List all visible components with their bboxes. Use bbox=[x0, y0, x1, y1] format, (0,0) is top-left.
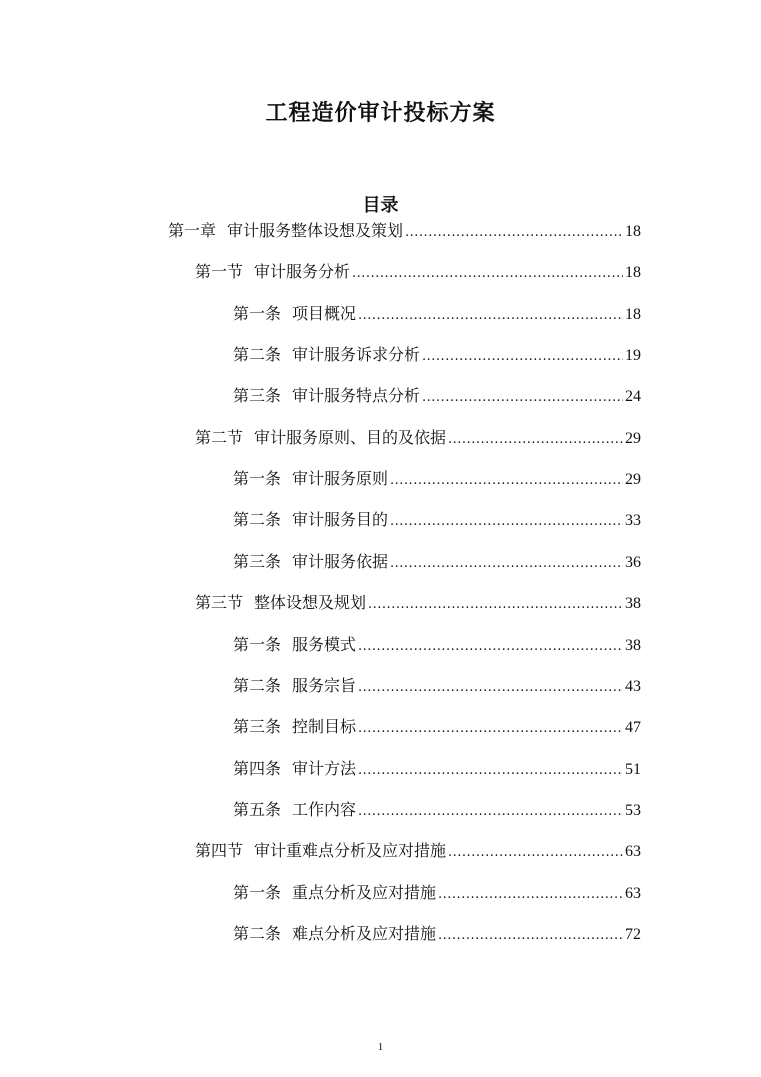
toc-entry-page: 51 bbox=[625, 761, 641, 778]
toc-entry-page: 38 bbox=[625, 637, 641, 654]
toc-leader-dots bbox=[448, 427, 623, 451]
toc-entry[interactable] bbox=[195, 427, 641, 449]
toc-entry[interactable] bbox=[233, 468, 641, 490]
toc-entry-label: 第四条 bbox=[233, 759, 282, 778]
toc-entry-title: 审计服务原则 bbox=[292, 469, 389, 488]
toc-leader-dots bbox=[448, 840, 623, 864]
toc-entry[interactable] bbox=[195, 840, 641, 862]
toc-entry-title: 难点分析及应对措施 bbox=[292, 924, 437, 943]
toc-leader-dots bbox=[405, 220, 623, 244]
toc-leader-dots bbox=[438, 882, 623, 906]
toc-entry[interactable] bbox=[195, 261, 641, 283]
toc-entry-label: 第一章 bbox=[168, 221, 217, 240]
toc-leader-dots bbox=[422, 344, 623, 368]
toc-entry-label: 第二条 bbox=[233, 510, 282, 529]
toc-entry-page: 63 bbox=[625, 885, 641, 902]
toc-entry[interactable] bbox=[168, 220, 641, 242]
toc-entry-page: 19 bbox=[625, 347, 641, 364]
toc-leader-dots bbox=[358, 303, 623, 327]
toc-entry-label: 第三条 bbox=[233, 717, 282, 736]
toc-leader-dots bbox=[368, 592, 623, 616]
toc-entry-page: 43 bbox=[625, 678, 641, 695]
toc-entry[interactable] bbox=[195, 592, 641, 614]
toc-leader-dots bbox=[438, 923, 623, 947]
toc-leader-dots bbox=[352, 261, 623, 285]
toc-leader-dots bbox=[358, 758, 623, 782]
document-title: 工程造价审计投标方案 bbox=[265, 101, 496, 126]
toc-entry-title: 审计重难点分析及应对措施 bbox=[254, 841, 447, 860]
toc-entry-label: 第三节 bbox=[195, 593, 244, 612]
toc-entry-label: 第一条 bbox=[233, 635, 282, 654]
toc-entry[interactable] bbox=[233, 303, 641, 325]
toc-entry[interactable] bbox=[233, 385, 641, 407]
toc-entry-label: 第四节 bbox=[195, 841, 244, 860]
toc-entry-title: 审计服务诉求分析 bbox=[292, 345, 421, 364]
toc-entry-page: 47 bbox=[625, 719, 641, 736]
toc-entry-label: 第二节 bbox=[195, 428, 244, 447]
toc-entry-page: 29 bbox=[625, 430, 641, 447]
toc-entry-title: 服务宗旨 bbox=[292, 676, 357, 695]
toc-entry-title: 审计服务分析 bbox=[254, 262, 351, 281]
toc-leader-dots bbox=[358, 634, 623, 658]
toc-entry-title: 审计服务目的 bbox=[292, 510, 389, 529]
toc-entry-page: 29 bbox=[625, 471, 641, 488]
toc-entry-page: 63 bbox=[625, 843, 641, 860]
toc-entry-title: 重点分析及应对措施 bbox=[292, 883, 437, 902]
toc-entry[interactable] bbox=[233, 716, 641, 738]
toc-entry[interactable] bbox=[233, 634, 641, 656]
toc-entry-label: 第三条 bbox=[233, 386, 282, 405]
toc-entry-label: 第一条 bbox=[233, 469, 282, 488]
toc-entry-title: 控制目标 bbox=[292, 717, 357, 736]
toc-entry-label: 第一条 bbox=[233, 883, 282, 902]
toc-entry-title: 审计服务依据 bbox=[292, 552, 389, 571]
toc-entry-page: 38 bbox=[625, 595, 641, 612]
toc-entry-label: 第一节 bbox=[195, 262, 244, 281]
toc-entry-label: 第二条 bbox=[233, 924, 282, 943]
toc-entry-title: 审计服务特点分析 bbox=[292, 386, 421, 405]
toc-leader-dots bbox=[390, 509, 623, 533]
toc-leader-dots bbox=[358, 716, 623, 740]
toc-entry[interactable] bbox=[233, 344, 641, 366]
toc-entry-label: 第一条 bbox=[233, 304, 282, 323]
toc-leader-dots bbox=[422, 385, 623, 409]
toc-heading: 目录 bbox=[362, 195, 399, 216]
toc-entry-label: 第五条 bbox=[233, 800, 282, 819]
page-number: 1 bbox=[377, 1041, 384, 1053]
toc-entry-label: 第三条 bbox=[233, 552, 282, 571]
toc-entry-label: 第二条 bbox=[233, 676, 282, 695]
toc-entry-title: 工作内容 bbox=[292, 800, 357, 819]
toc-entry-page: 24 bbox=[625, 388, 641, 405]
toc-leader-dots bbox=[390, 468, 623, 492]
toc-leader-dots bbox=[358, 799, 623, 823]
toc-entry-page: 18 bbox=[625, 223, 641, 240]
toc-entry[interactable] bbox=[233, 675, 641, 697]
toc-entry-title: 审计服务原则、目的及依据 bbox=[254, 428, 447, 447]
toc-entry[interactable] bbox=[233, 758, 641, 780]
toc-entry-page: 18 bbox=[625, 306, 641, 323]
toc-entry-title: 审计方法 bbox=[292, 759, 357, 778]
toc-entry-page: 53 bbox=[625, 802, 641, 819]
toc-leader-dots bbox=[390, 551, 623, 575]
toc-entry[interactable] bbox=[233, 551, 641, 573]
toc-entry-page: 18 bbox=[625, 264, 641, 281]
toc-entry-label: 第二条 bbox=[233, 345, 282, 364]
toc-entry-title: 整体设想及规划 bbox=[254, 593, 367, 612]
toc-leader-dots bbox=[358, 675, 623, 699]
toc-entry-title: 项目概况 bbox=[292, 304, 357, 323]
toc-entry-page: 72 bbox=[625, 926, 641, 943]
toc-entry[interactable] bbox=[233, 509, 641, 531]
toc-entry[interactable] bbox=[233, 923, 641, 945]
toc-entry-page: 33 bbox=[625, 512, 641, 529]
toc-entry[interactable] bbox=[233, 799, 641, 821]
toc-entry[interactable] bbox=[233, 882, 641, 904]
toc-entry-page: 36 bbox=[625, 554, 641, 571]
toc-entry-title: 服务模式 bbox=[292, 635, 357, 654]
toc-entry-title: 审计服务整体设想及策划 bbox=[227, 221, 404, 240]
